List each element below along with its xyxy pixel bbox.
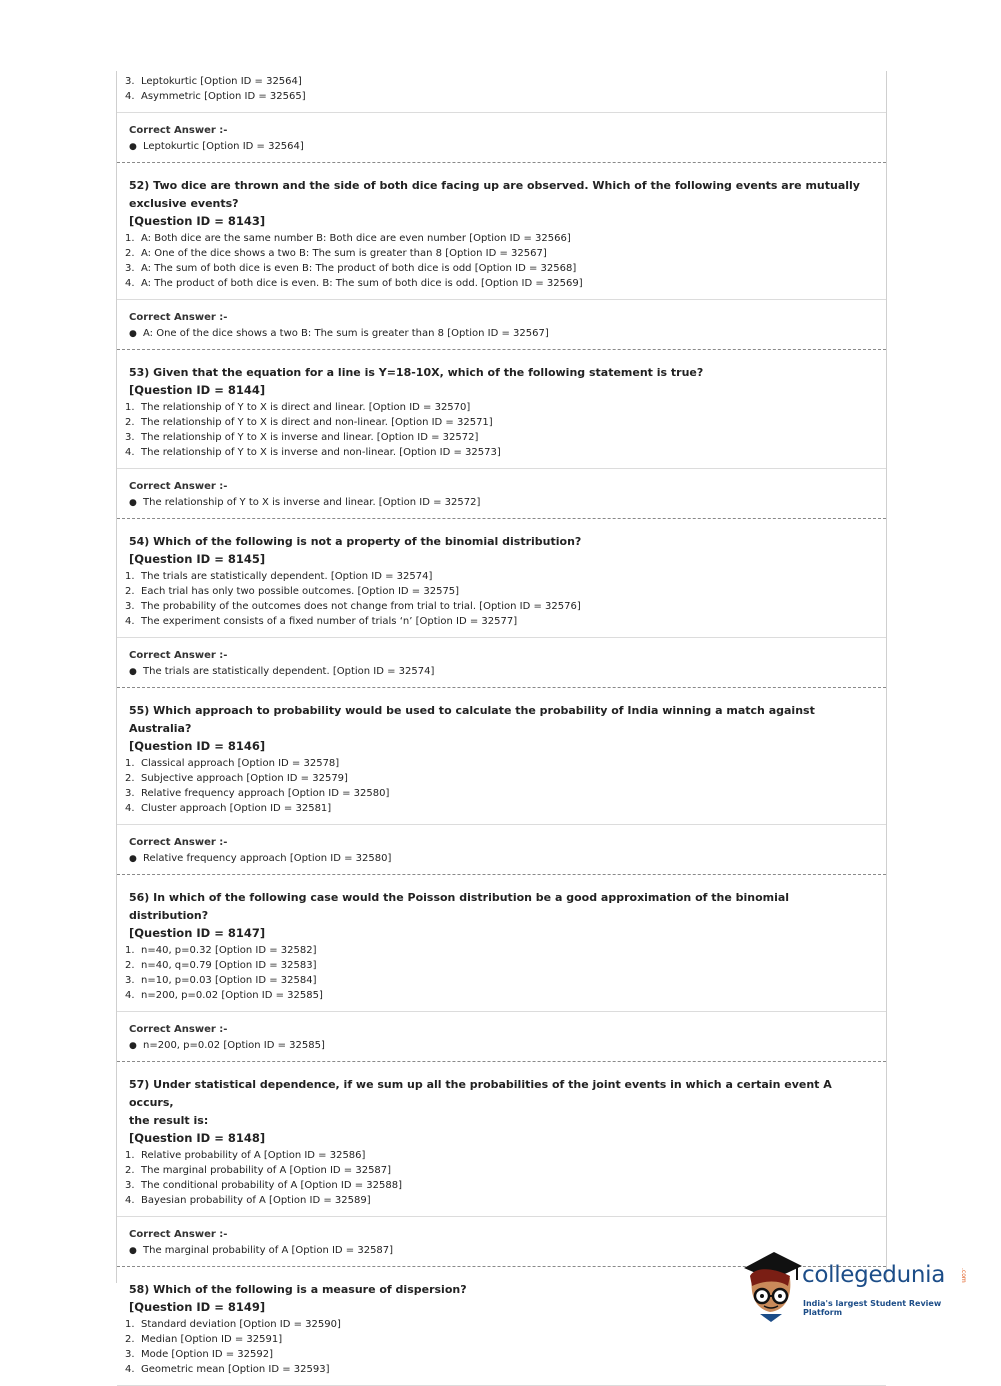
option-item: [117, 973, 886, 988]
correct-answer-label: Correct Answer :-: [129, 650, 228, 661]
option-item: [117, 1362, 886, 1377]
option-text: n=200, p=0.02 [Option ID = 32585]: [141, 990, 323, 1001]
option-item: [117, 400, 886, 415]
option-text: n=10, p=0.03 [Option ID = 32584]: [141, 975, 317, 986]
brand-tagline: India's largest Student Review Platform: [803, 1299, 942, 1317]
option-item: [117, 958, 886, 973]
question-block: [117, 519, 886, 688]
option-list: [117, 943, 886, 1003]
option-text: The relationship of Y to X is inverse and non-linear. [Option ID = 32573]: [141, 447, 501, 458]
option-number: 3.: [125, 601, 135, 612]
option-item: [117, 569, 886, 584]
option-text: Cluster approach [Option ID = 32581]: [141, 803, 332, 814]
option-text: The conditional probability of A [Option ID = 32588]: [141, 1180, 403, 1191]
correct-answer-text: The trials are statistically dependent. [Option ID = 32574]: [143, 666, 435, 677]
option-number: 4.: [125, 447, 135, 458]
option-number: 3.: [125, 1180, 135, 1191]
option-number: 1.: [125, 571, 135, 582]
bullet-icon: ●: [129, 329, 137, 339]
option-text: n=40, q=0.79 [Option ID = 32583]: [141, 960, 317, 971]
option-text: n=40, p=0.32 [Option ID = 32582]: [141, 945, 317, 956]
option-item: [117, 801, 886, 816]
option-item: [117, 231, 886, 246]
option-item: [117, 756, 886, 771]
option-item: [117, 261, 886, 276]
option-item: [117, 1332, 886, 1347]
option-text: The trials are statistically dependent. [Option ID = 32574]: [141, 571, 433, 582]
option-item: [117, 1148, 886, 1163]
option-list: [117, 756, 886, 816]
option-text: The marginal probability of A [Option ID = 32587]: [141, 1165, 392, 1176]
option-text: The probability of the outcomes does not change from trial to trial. [Option ID = 32576]: [141, 601, 581, 612]
question-block: [117, 350, 886, 519]
option-text: The experiment consists of a fixed number of trials ‘n’ [Option ID = 32577]: [141, 616, 518, 627]
option-text: A: The sum of both dice is even B: The product of both dice is odd [Option ID = 32568]: [141, 263, 577, 274]
correct-answer-text: The marginal probability of A [Option ID = 32587]: [143, 1245, 394, 1256]
option-number: 2.: [125, 1334, 135, 1345]
option-list: [117, 400, 886, 460]
option-text: The relationship of Y to X is inverse and linear. [Option ID = 32572]: [141, 432, 479, 443]
question-text: 54) Which of the following is not a property of the binomial distribution?: [129, 535, 582, 548]
option-number: 1.: [125, 1319, 135, 1330]
correct-answer-section: [117, 113, 886, 162]
option-number: 1.: [125, 402, 135, 413]
question-text: 57) Under statistical dependence, if we sum up all the probabilities of the joint events in which a certain event A occurs,: [129, 1078, 832, 1109]
option-item: [117, 415, 886, 430]
correct-answer-label: Correct Answer :-: [129, 1024, 228, 1035]
bullet-icon: ●: [129, 1246, 137, 1256]
option-text: Each trial has only two possible outcomes. [Option ID = 32575]: [141, 586, 460, 597]
option-text: Mode [Option ID = 32592]: [141, 1349, 273, 1360]
question-text: 56) In which of the following case would the Poisson distribution be a good approximation of the binomial distribution?: [129, 891, 790, 922]
correct-answer-section: [117, 469, 886, 518]
correct-answer-item: [129, 494, 886, 512]
question-header: [117, 350, 886, 400]
option-number: 1.: [125, 1150, 135, 1161]
option-number: 3.: [125, 788, 135, 799]
option-item: 4. Asymmetric [Option ID = 32565]: [125, 91, 306, 102]
option-number: 1.: [125, 758, 135, 769]
question-text: exclusive events?: [129, 197, 239, 210]
correct-answer-label: Correct Answer :-: [129, 837, 228, 848]
option-number: 3.: [125, 975, 135, 986]
correct-answer-item: [129, 850, 886, 868]
correct-answer-item: [129, 1037, 886, 1055]
option-text: Bayesian probability of A [Option ID = 32589]: [141, 1195, 371, 1206]
option-number: 2.: [125, 248, 135, 259]
option-number: 1.: [125, 945, 135, 956]
option-list: [117, 569, 886, 629]
correct-answer-section: [117, 638, 886, 687]
option-text: A: One of the dice shows a two B: The sum is greater than 8 [Option ID = 32567]: [141, 248, 547, 259]
correct-answer-section: [117, 1012, 886, 1061]
option-item: [117, 943, 886, 958]
correct-answer-label: Correct Answer :-: [129, 1229, 228, 1240]
brand-name: collegedunia: [802, 1262, 946, 1288]
option-item: [117, 1178, 886, 1193]
correct-answer-section: [117, 300, 886, 349]
option-number: 2.: [125, 417, 135, 428]
option-number: 2.: [125, 586, 135, 597]
correct-answer-item: [129, 663, 886, 681]
correct-answer-label: Correct Answer :-: [129, 125, 228, 136]
option-list: [117, 1317, 886, 1377]
mascot-icon: [740, 1246, 804, 1322]
question-block: [117, 163, 886, 350]
option-text: The relationship of Y to X is direct and non-linear. [Option ID = 32571]: [141, 417, 493, 428]
option-text: The relationship of Y to X is direct and linear. [Option ID = 32570]: [141, 402, 471, 413]
previous-question-tail: [117, 71, 886, 112]
question-id: [Question ID = 8145]: [129, 552, 266, 566]
option-text: A: The product of both dice is even. B: The sum of both dice is odd. [Option ID = 32569]: [141, 278, 583, 289]
question-block: [117, 688, 886, 875]
option-text: A: Both dice are the same number B: Both dice are even number [Option ID = 32566]: [141, 233, 571, 244]
question-header: [117, 519, 886, 569]
bullet-icon: ●: [129, 498, 137, 508]
option-number: 4.: [125, 803, 135, 814]
option-item: [117, 1193, 886, 1208]
option-item: [117, 1163, 886, 1178]
correct-answer-label: Correct Answer :-: [129, 481, 228, 492]
question-header: [117, 163, 886, 231]
option-item: [117, 276, 886, 291]
correct-answer-item: ● Leptokurtic [Option ID = 32564]: [129, 138, 886, 156]
correct-answer-text: A: One of the dice shows a two B: The sum is greater than 8 [Option ID = 32567]: [143, 328, 549, 339]
question-text: 58) Which of the following is a measure of dispersion?: [129, 1283, 467, 1296]
question-header: [117, 1062, 886, 1148]
option-item: [117, 246, 886, 261]
option-item: [117, 771, 886, 786]
option-number: 3.: [125, 432, 135, 443]
option-number: 4.: [125, 990, 135, 1001]
option-text: Standard deviation [Option ID = 32590]: [141, 1319, 341, 1330]
option-text: Relative probability of A [Option ID = 32586]: [141, 1150, 366, 1161]
option-number: 3.: [125, 263, 135, 274]
option-number: 4.: [125, 278, 135, 289]
bullet-icon: ●: [129, 854, 137, 864]
question-header: [117, 688, 886, 756]
question-list: [117, 163, 886, 1386]
option-number: 2.: [125, 773, 135, 784]
option-item: [117, 599, 886, 614]
option-item: [117, 430, 886, 445]
option-item: [117, 1347, 886, 1362]
option-item: [117, 584, 886, 599]
option-list: [117, 1148, 886, 1208]
question-id: [Question ID = 8144]: [129, 383, 266, 397]
question-text: the result is:: [129, 1114, 209, 1127]
brand-domain: .com: [960, 1268, 967, 1283]
option-number: 3.: [125, 1349, 135, 1360]
question-block: [117, 875, 886, 1062]
correct-answer-text: Relative frequency approach [Option ID = 32580]: [143, 853, 392, 864]
option-item: 3. Leptokurtic [Option ID = 32564]: [125, 76, 302, 87]
question-text: 52) Two dice are thrown and the side of both dice facing up are observed. Which of the following events are mutually: [129, 179, 860, 192]
question-block: [117, 1062, 886, 1267]
option-text: Subjective approach [Option ID = 32579]: [141, 773, 348, 784]
option-number: 2.: [125, 1165, 135, 1176]
question-id: [Question ID = 8146]: [129, 739, 266, 753]
option-item: [117, 988, 886, 1003]
correct-answer-label: Correct Answer :-: [129, 312, 228, 323]
correct-answer-text: n=200, p=0.02 [Option ID = 32585]: [143, 1040, 325, 1051]
correct-answer-item: [129, 325, 886, 343]
question-id: [Question ID = 8148]: [129, 1131, 266, 1145]
option-text: Classical approach [Option ID = 32578]: [141, 758, 340, 769]
option-number: 4.: [125, 1195, 135, 1206]
option-text: Geometric mean [Option ID = 32593]: [141, 1364, 330, 1375]
option-item: [117, 614, 886, 629]
option-list: [117, 231, 886, 291]
bullet-icon: ●: [129, 142, 137, 152]
option-item: [117, 445, 886, 460]
correct-answer-text: The relationship of Y to X is inverse and linear. [Option ID = 32572]: [143, 497, 481, 508]
option-item: [117, 786, 886, 801]
question-text: 55) Which approach to probability would be used to calculate the probability of India winning a match against Australia?: [129, 704, 815, 735]
question-header: [117, 875, 886, 943]
correct-answer-section: [117, 825, 886, 874]
option-number: 4.: [125, 616, 135, 627]
question-id: [Question ID = 8143]: [129, 214, 266, 228]
collegedunia-logo: [740, 1246, 970, 1322]
question-text: 53) Given that the equation for a line is Y=18-10X, which of the following statement is true?: [129, 366, 704, 379]
question-id: [Question ID = 8149]: [129, 1300, 266, 1314]
bullet-icon: ●: [129, 1041, 137, 1051]
option-number: 2.: [125, 960, 135, 971]
option-number: 4.: [125, 1364, 135, 1375]
option-number: 1.: [125, 233, 135, 244]
bullet-icon: ●: [129, 667, 137, 677]
option-text: Median [Option ID = 32591]: [141, 1334, 283, 1345]
option-text: Relative frequency approach [Option ID = 32580]: [141, 788, 390, 799]
question-id: [Question ID = 8147]: [129, 926, 266, 940]
